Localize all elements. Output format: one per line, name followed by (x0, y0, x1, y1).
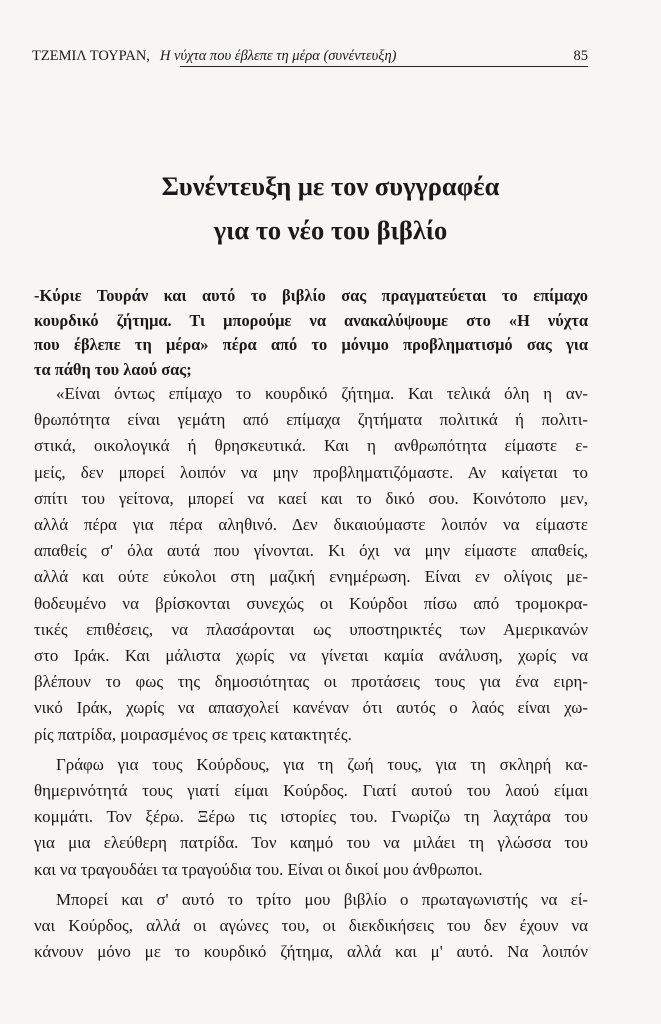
answer-line: ρίς πατρίδα, μοιρασμένος σε τρεις κατακτητές. (34, 724, 352, 744)
answer-line: μείς, δεν μπορεί λοιπόν να μην προβληματιζόμαστε. Αν καίγεται το (34, 462, 588, 482)
article-title (60, 164, 601, 252)
answer-line: αλλά πέρα για πέρα αληθινό. Δεν δικαιούμαστε λοιπόν να είμαστε (34, 515, 588, 535)
answer-line: κάνουν μόνο με το κουρδικό ζήτημα, αλλά και μ' αυτό. Να λοιπόν (34, 942, 588, 962)
question-line: -Κύριε Τουράν και αυτό το βιβλίο σας πραγματεύεται το επίμαχο (34, 286, 588, 305)
answer-line: θοδευμένο να βρίσκονται συνεχώς οι Κούρδοι πίσω από τρομοκρα- (34, 593, 588, 613)
answer-line: νικό Ιράκ, χωρίς να απασχολεί κανέναν ότι αυτός ο λαός είναι χω- (34, 698, 588, 718)
answer-line: απαθείς σ' όλα αυτά που γίνονται. Κι όχι να μην είμαστε απαθείς, (34, 541, 588, 561)
answer-line: «Είναι όντως επίμαχο το κουρδικό ζήτημα. Και τελικά όλη η αν- (56, 384, 588, 403)
question-line: τα πάθη του λαού σας; (34, 359, 192, 379)
answer-paragraph (34, 752, 588, 883)
interview-answer (34, 381, 588, 965)
answer-line: και να τραγουδάει τα τραγούδια του. Είναι οι δικοί μου άνθρωποι. (34, 859, 483, 879)
interview-question (34, 284, 588, 382)
title-line: για το νέο του βιβλίο (213, 215, 448, 245)
question-line: που έβλεπε τη μέρα» πέρα από το μόνιμο προβληματισμό σας για (34, 335, 588, 354)
answer-line: στικά, οικολογικά ή θρησκευτικά. Και η ανθρωπότητα είμαστε ε- (34, 436, 588, 456)
title-line: Συνέντευξη με τον συγγραφέα (161, 171, 500, 201)
answer-line: βλέπουν το φως της δημοσιότητας οι προτάσεις τους για ένα ειρη- (34, 672, 588, 692)
answer-line: Γράφω για τους Κούρδους, για τη ζωή τους, για τη σκληρή κα- (56, 754, 588, 774)
running-head-book-title: Η νύχτα που έβλεπε τη μέρα (συνέντευξη) (159, 48, 397, 64)
answer-paragraph (34, 887, 588, 966)
answer-line: Μπορεί και σ' αυτό το τρίτο μου βιβλίο ο πρωταγωνιστής να εί- (56, 889, 588, 909)
answer-line: στο Ιράκ. Και μάλιστα χωρίς να γίνεται καμία ανάλυση, χωρίς να (34, 646, 588, 666)
answer-line: ναι Κούρδος, αλλά οι αγώνες του, οι διεκδικήσεις του δεν έχουν να (34, 916, 588, 936)
answer-line: για μια ελεύθερη πατρίδα. Τον καημό του να μιλάει τη γλώσσα του (34, 833, 588, 853)
answer-line: τικές επιθέσεις, να πλασάρονται ως υποστηρικτές των Αμερικανών (34, 619, 588, 639)
answer-line: θρωπότητα είναι γεμάτη από επίμαχα ζητήματα πολιτικά ή πολιτι- (34, 410, 588, 430)
page-number: 85 (573, 48, 588, 64)
question-line: κουρδικό ζήτημα. Τι μπορούμε να ανακαλύψουμε στο «Η νύχτα (34, 310, 588, 330)
answer-line: κομμάτι. Τον ξέρω. Ξέρω τις ιστορίες του. Γνωρίζω τη λαχτάρα του (34, 807, 588, 827)
running-head-author: ΤΖΕΜΙΛ ΤΟΥΡΑΝ, (32, 48, 150, 64)
answer-line: σπίτι του γείτονα, μπορεί να καεί και το δικό σου. Κοινότοπο μεν, (34, 488, 588, 508)
running-head (32, 46, 588, 66)
header-rule (180, 66, 588, 67)
answer-line: αλλά και ούτε εύκολοι στη μαζική ενημέρωση. Είναι εν ολίγοις με- (34, 567, 588, 587)
answer-paragraph (34, 381, 588, 748)
answer-line: θημερινότητά τους γιατί είμαι Κούρδος. Γιατί αυτού του λαού είμαι (34, 781, 588, 801)
